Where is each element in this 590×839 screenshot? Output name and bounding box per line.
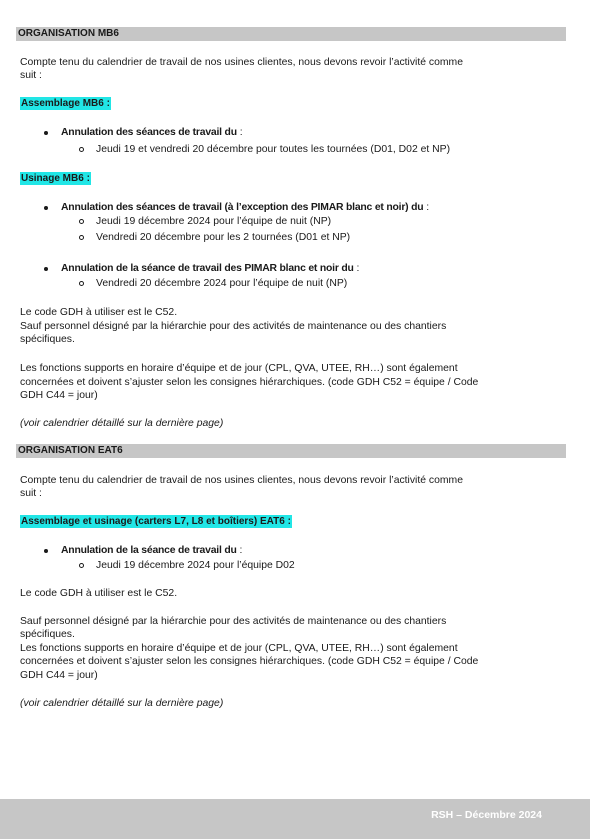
- mb6-code-line: Le code GDH à utiliser est le C52.: [20, 307, 178, 318]
- mb6-sauf-line-1: Sauf personnel désigné par la hiérarchie pour des activités de maintenance ou des chantiers: [20, 321, 447, 332]
- eat6-sauf-line-2: spécifiques.: [20, 629, 75, 640]
- section-header-mb6: ORGANISATION MB6: [16, 27, 566, 41]
- bullet-bold-text: Annulation des séances de travail du: [61, 127, 237, 138]
- sub-item-text: Vendredi 20 décembre 2024 pour l’équipe de nuit (NP): [96, 278, 348, 289]
- sub-bullet-circle-icon: [79, 235, 84, 240]
- bullet-colon: :: [236, 127, 243, 138]
- sub-bullet-circle-icon: [79, 147, 84, 152]
- section-header-eat6: ORGANISATION EAT6: [16, 444, 566, 458]
- mb6-sauf-line-2: spécifiques.: [20, 334, 75, 345]
- eat6-supports-line-1: Les fonctions supports en horaire d’équipe et de jour (CPL, QVA, UTEE, RH…) sont également: [20, 643, 458, 654]
- sub-item-text: Jeudi 19 et vendredi 20 décembre pour toutes les tournées (D01, D02 et NP): [96, 144, 451, 155]
- eat6-assemblage-heading: Assemblage et usinage (carters L7, L8 et boîtiers) EAT6 :: [21, 516, 291, 527]
- eat6-intro-line-1: Compte tenu du calendrier de travail de nos usines clientes, nous devons revoir l’activité comme: [20, 475, 463, 486]
- sub-bullet-circle-icon: [79, 219, 84, 224]
- bullet-dot-icon: [44, 267, 48, 271]
- bullet-colon: :: [423, 202, 430, 213]
- eat6-see-calendar-note: (voir calendrier détaillé sur la dernière page): [20, 698, 224, 709]
- bullet-bold-text: Annulation de la séance de travail du: [61, 545, 237, 556]
- sub-bullet-circle-icon: [79, 281, 84, 286]
- mb6-intro-line-1: Compte tenu du calendrier de travail de nos usines clientes, nous devons revoir l’activité comme: [20, 57, 463, 68]
- footer-text: RSH – Décembre 2024: [431, 809, 542, 821]
- sub-bullet-circle-icon: [79, 563, 84, 568]
- eat6-code-line: Le code GDH à utiliser est le C52.: [20, 588, 178, 599]
- sub-item-text: Jeudi 19 décembre 2024 pour l’équipe D02: [96, 560, 295, 571]
- eat6-supports-line-3: GDH C44 = jour): [20, 670, 98, 681]
- mb6-supports-line-3: GDH C44 = jour): [20, 390, 98, 401]
- bullet-colon: :: [353, 263, 360, 274]
- page-footer: [0, 799, 590, 839]
- bullet-dot-icon: [44, 549, 48, 553]
- bullet-bold-text: Annulation des séances de travail (à l’exception des PIMAR blanc et noir) du: [61, 202, 424, 213]
- mb6-supports-line-1: Les fonctions supports en horaire d’équipe et de jour (CPL, QVA, UTEE, RH…) sont également: [20, 363, 458, 374]
- mb6-supports-line-2: concernées et doivent s’ajuster selon les consignes hiérarchiques. (code GDH C52 = équipe / Code: [20, 377, 479, 388]
- eat6-sauf-line-1: Sauf personnel désigné par la hiérarchie pour des activités de maintenance ou des chantiers: [20, 616, 447, 627]
- sub-item-text: Jeudi 19 décembre 2024 pour l’équipe de nuit (NP): [96, 216, 332, 227]
- bullet-colon: :: [236, 545, 243, 556]
- mb6-usinage-heading: Usinage MB6 :: [21, 173, 90, 184]
- eat6-intro-line-2: suit :: [20, 488, 42, 499]
- bullet-bold-text: Annulation de la séance de travail des PIMAR blanc et noir du: [61, 263, 354, 274]
- bullet-dot-icon: [44, 206, 48, 210]
- eat6-supports-line-2: concernées et doivent s’ajuster selon les consignes hiérarchiques. (code GDH C52 = équipe / Code: [20, 656, 479, 667]
- sub-item-text: Vendredi 20 décembre pour les 2 tournées (D01 et NP): [96, 232, 351, 243]
- mb6-see-calendar-note: (voir calendrier détaillé sur la dernière page): [20, 418, 224, 429]
- mb6-intro-line-2: suit :: [20, 70, 42, 81]
- mb6-assemblage-heading: Assemblage MB6 :: [21, 98, 110, 109]
- bullet-dot-icon: [44, 131, 48, 135]
